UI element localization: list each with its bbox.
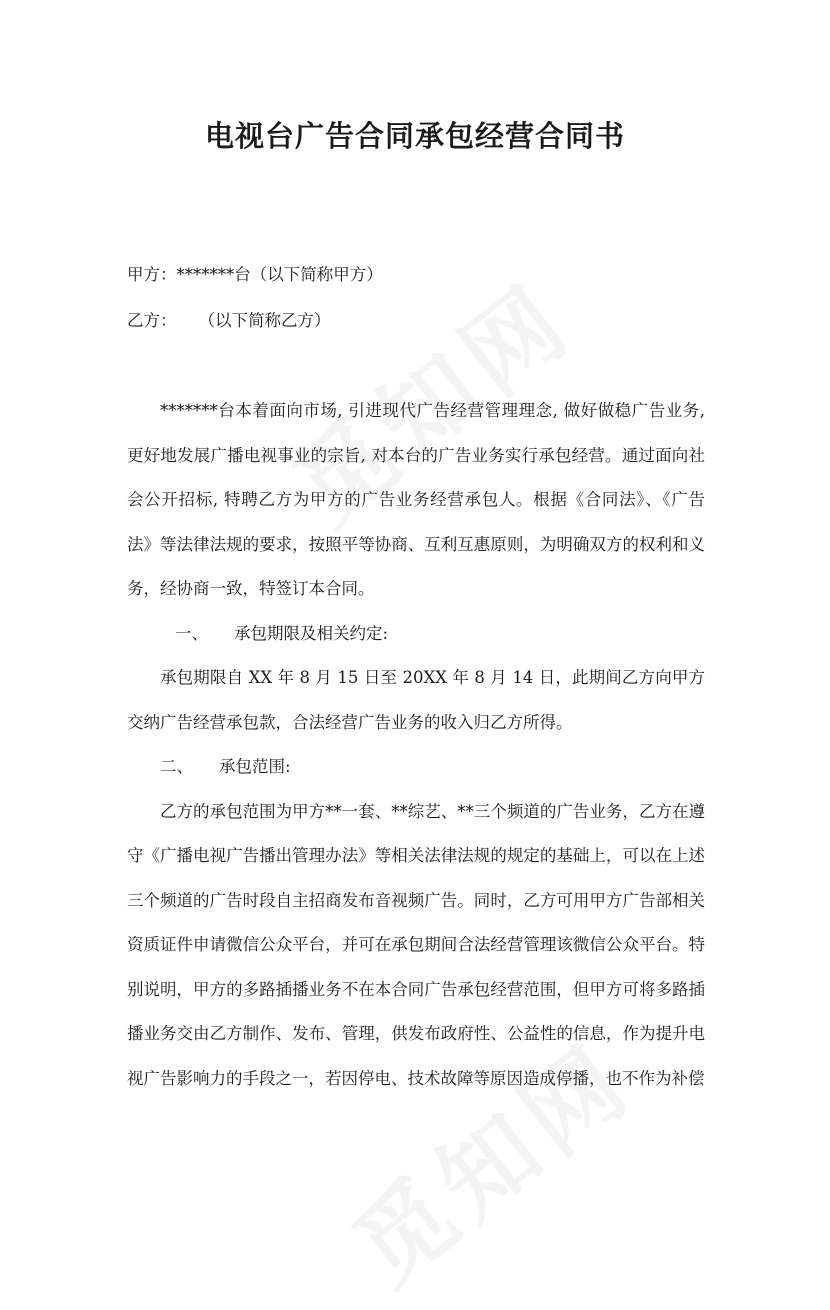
contract-body	[127, 389, 705, 1101]
section-title: 承包范围:	[219, 757, 291, 776]
section-heading-1	[127, 612, 705, 657]
document-title: 电视台广告合同承包经营合同书	[204, 119, 625, 153]
party-b-line	[127, 309, 331, 333]
section-number: 二、	[160, 757, 193, 776]
party-a-line: 甲方：*******台（以下简称甲方）	[127, 265, 383, 284]
section-heading-2	[127, 745, 705, 790]
section-title: 承包期限及相关约定:	[234, 623, 389, 643]
party-b-note: （以下简称乙方）	[198, 311, 331, 330]
intro-paragraph: *******台本着面向市场, 引进现代广告经营管理理念, 做好做稳广告业务, 更好地发展广播电视事业的宗旨, 对本台的广告业务实行承包经营。通过面向社会公开招标, 特聘乙方为甲方的广告业务经营承包人。根据《合同法》、《广告法》等法律法规的要求，按照平等协商、互利互惠原则，为明确双方的权利和义务，经协商一致，特签订本合同。	[127, 401, 705, 598]
section-paragraph-1: 承包期限自 XX 年 8 月 15 日至 20XX 年 8 月 14 日，此期间乙方向甲方交纳广告经营承包款，合法经营广告业务的收入归乙方所得。	[127, 668, 705, 732]
section-paragraph-2: 乙方的承包范围为甲方**一套、**综艺、**三个频道的广告业务，乙方在遵守《广播电视广告播出管理办法》等相关法律法规的规定的基础上，可以在上述三个频道的广告时段自主招商发布音视频广告。同时，乙方可用甲方广告部相关资质证件申请微信公众平台，并可在承包期间合法经营管理该微信公众平台。特别说明，甲方的多路插播业务不在本合同广告承包经营范围，但甲方可将多路插播业务交由乙方制作、发布、管理，供发布政府性、公益性的信息，作为提升电视广告影响力的手段之一，若因停电、技术故障等原因造成停播，也不作为补偿	[127, 801, 705, 1088]
section-number: 一、	[175, 623, 208, 643]
party-b-label: 乙方：	[127, 311, 177, 330]
